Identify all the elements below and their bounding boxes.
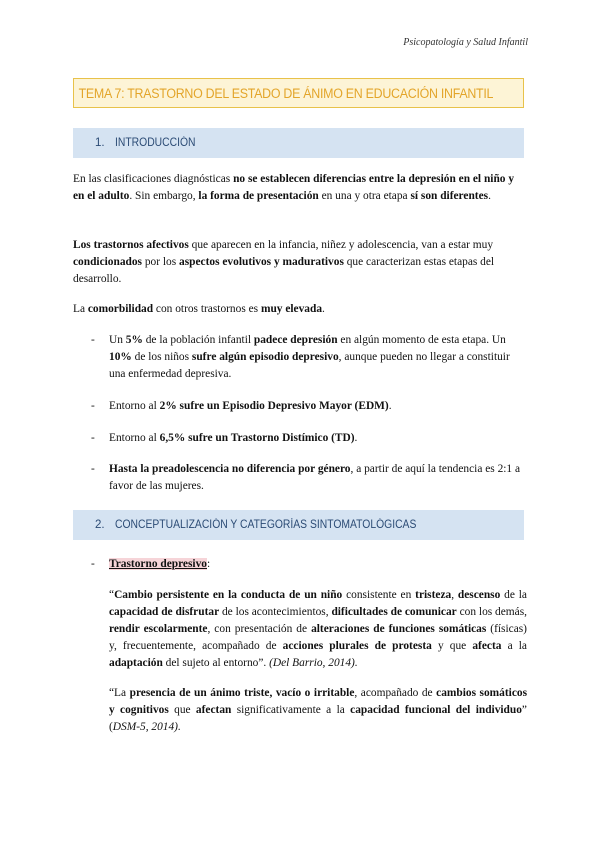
section-number: 1. bbox=[95, 137, 105, 149]
citation: DSM-5, 2014). bbox=[112, 721, 181, 733]
chapter-title: TEMA 7: TRASTORNO DEL ESTADO DE ÁNIMO EN EDUCACIÓN INFANTIL bbox=[78, 85, 494, 101]
running-header: Psicopatología y Salud Infantil bbox=[403, 37, 528, 48]
section-label: CONCEPTUALIZACIÓN Y CATEGORÍAS SINTOMATOLÓGICAS bbox=[115, 519, 417, 531]
quote-dsm5: “La presencia de un ánimo triste, vacío o irritable, acompañado de cambios somáticos y cognitivos que afectan significativamente a la capacidad funcional del individuo” (DSM-5, 2014). bbox=[109, 687, 528, 733]
section-heading-introduccion bbox=[73, 128, 524, 158]
paragraph-intro-3: La comorbilidad con otros trastornos es muy elevada. bbox=[73, 303, 325, 315]
section-label: INTRODUCCIÓN bbox=[115, 137, 196, 149]
paragraph-intro-2: Los trastornos afectivos que aparecen en la infancia, niñez y adolescencia, van a estar muy condicionados por los aspectos evolutivos y madurativos que caracterizan estas etapas del desarrollo. bbox=[73, 239, 495, 285]
section-heading-conceptualizacion bbox=[73, 510, 524, 540]
highlighted-term: Trastorno depresivo bbox=[109, 558, 207, 570]
document-page: Psicopatología y Salud Infantil TEMA 7: TRASTORNO DEL ESTADO DE ÁNIMO EN EDUCACIÓN INFANTIL 1. INTRODUCCIÓN En las clasificaciones diagnósticas no se establecen diferencias entre la depresión en el niño y en el adulto. Sin embargo, la forma de presentación en una y otra etapa sí son diferentes. Los trastornos afectivos que aparecen en la infancia, niñez y adolescencia, van a estar muy condicionados por los aspectos evolutivos y madurativos que caracterizan estas etapas del desarrollo. La comorbilidad con otros trastornos es muy elevada. - Un 5% de la población infantil padece depresión en algún momento de esta etapa. Un 10% de los niños sufre algún episodio depresivo, aunque pueden no llegar a constituir una enfermedad depresiva. - Entorno al 2% sufre un Episodio Depresivo Mayor (EDM). - Entorno al 6,5% sufre un Trastorno Distímico (TD). - Hasta la preadolescencia no diferencia por género, a partir de aquí la tendencia es 2:1 a favor de las mujeres. 2. CONCEPTUALIZACIÓN Y CATEGORÍAS SINTOMATOLÓGICAS - Trastorno depresivo: “Cambio persistente en la conducta de un niño consistente en tristeza, descenso de la capacidad de disfrutar de los acontecimientos, dificultades de comunicar con los demás, rendir escolarmente, con presentación de alteraciones de funciones somáticas (físicas) y, frecuentemente, acompañado de acciones plurales de protesta y que afecta a la adaptación del sujeto al entorno”. (Del Barrio, 2014). “La presencia de un ánimo triste, vacío o irritable, acompañado de cambios somáticos y cognitivos que afectan significativamente a la capacidad funcional del individuo” (DSM-5, 2014). bbox=[0, 0, 600, 848]
quote-del-barrio: “Cambio persistente en la conducta de un niño consistente en tristeza, descenso de la capacidad de disfrutar de los acontecimientos, dificultades de comunicar con los demás, rendir escolarmente, con presentación de alteraciones de funciones somáticas (físicas) y, frecuentemente, acompañado de acciones plurales de protesta y que afecta a la adaptación del sujeto al entorno”. (Del Barrio, 2014). bbox=[109, 589, 527, 669]
paragraph-intro-1: En las clasificaciones diagnósticas no se establecen diferencias entre la depresión en el niño y en el adulto. Sin embargo, la forma de presentación en una y otra etapa sí son diferentes. bbox=[73, 173, 515, 202]
citation: (Del Barrio, 2014). bbox=[269, 657, 358, 669]
section-number: 2. bbox=[95, 519, 105, 531]
chapter-title-box bbox=[73, 78, 524, 108]
